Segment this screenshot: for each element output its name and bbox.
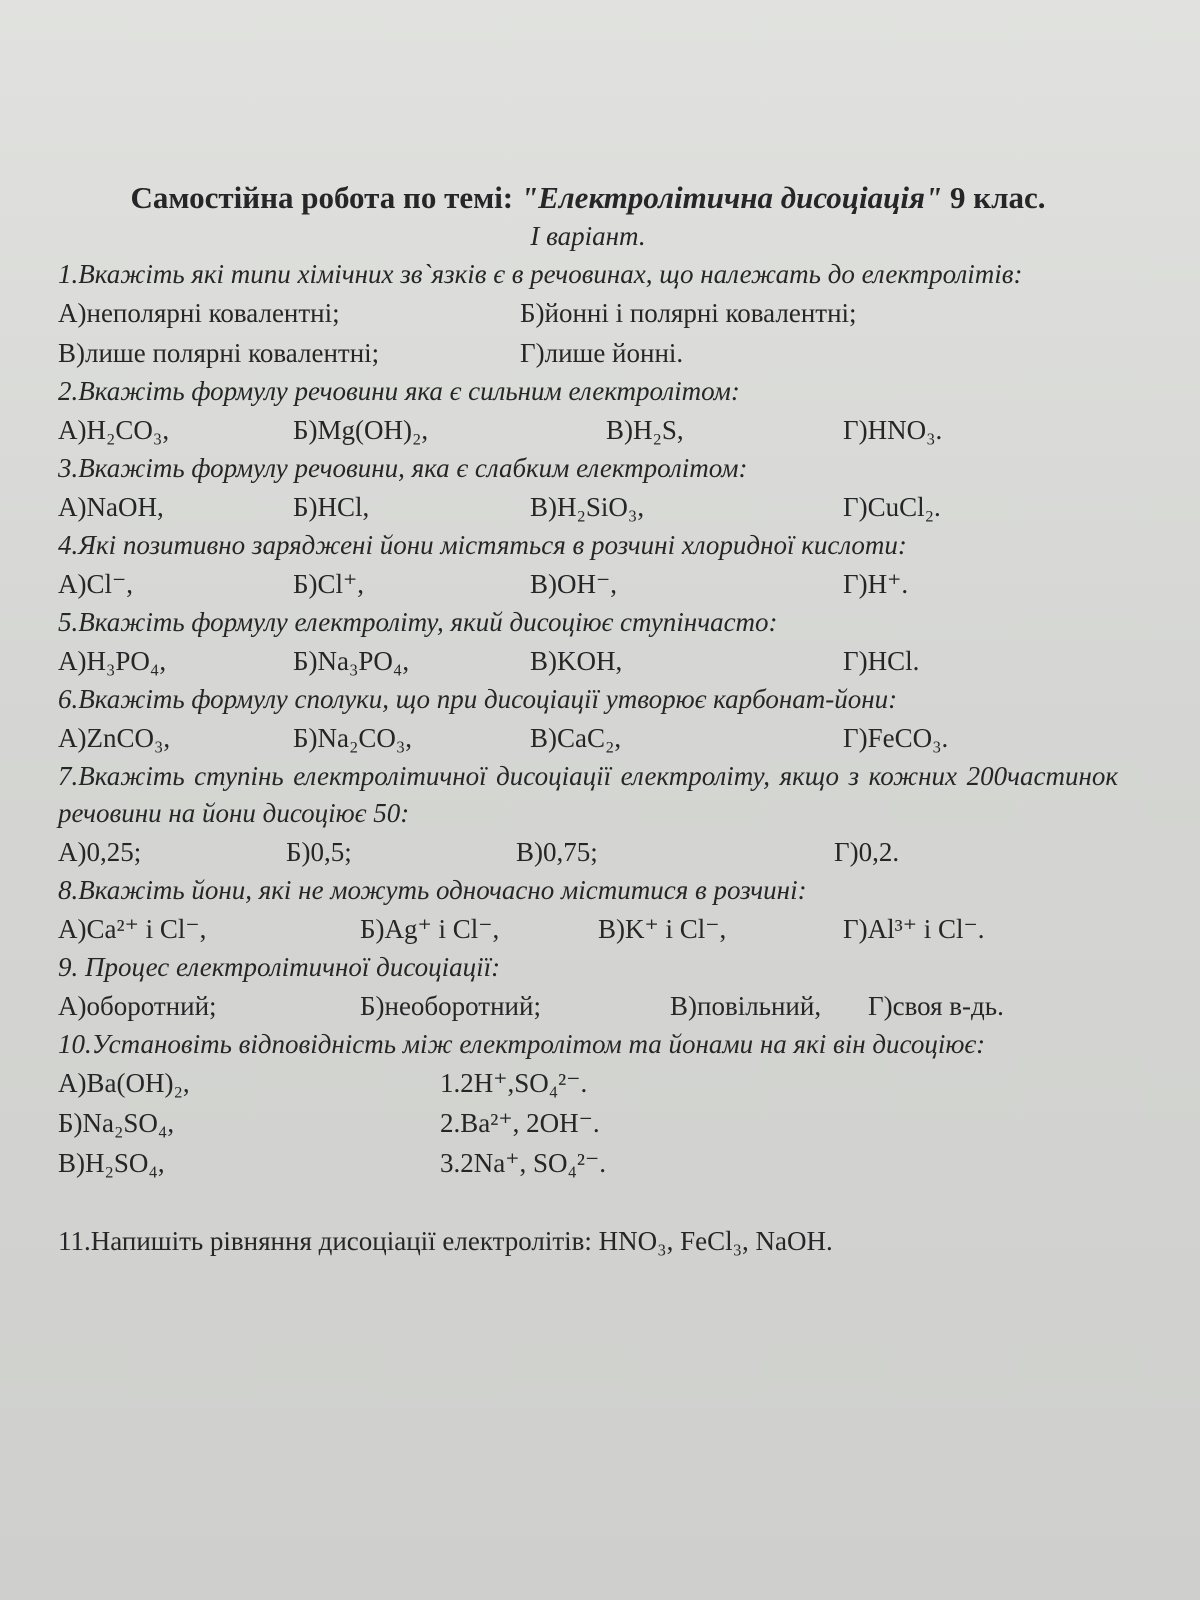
q3-option-c: В)H₂SiO₃, bbox=[530, 492, 645, 522]
q4-option-a: А)Cl⁻, bbox=[58, 569, 134, 599]
q1-option-c: В)лише полярні ковалентні; bbox=[58, 338, 380, 368]
q4-option-b: Б)Cl⁺, bbox=[293, 569, 365, 599]
q7-option-c: В)0,75; bbox=[516, 837, 598, 867]
q3-option-b: Б)HCl, bbox=[293, 492, 370, 522]
question-10-pair-2 bbox=[58, 1103, 1118, 1143]
question-8-options bbox=[58, 909, 1118, 949]
question-1-options-row-2 bbox=[58, 333, 1118, 373]
q3-option-d: Г)CuCl₂. bbox=[843, 492, 941, 522]
q6-option-b: Б)Na₂CO₃, bbox=[293, 723, 413, 753]
title-prefix: Самостійна робота по темі: bbox=[130, 180, 521, 215]
question-1: 1.Вкажіть які типи хімічних зв`язків є в речовинах, що належать до електролітів: bbox=[58, 259, 1023, 289]
q9-option-b: Б)необоротний; bbox=[360, 991, 541, 1021]
variant-label: I варіант. bbox=[530, 221, 646, 251]
q1-option-b: Б)йонні і полярні ковалентні; bbox=[520, 298, 857, 328]
q1-option-d: Г)лише йонні. bbox=[520, 338, 684, 368]
q7-option-d: Г)0,2. bbox=[834, 837, 900, 867]
q4-option-d: Г)H⁺. bbox=[843, 569, 909, 599]
q6-option-d: Г)FeCO₃. bbox=[843, 723, 949, 753]
q10-electrolyte-c: В)H₂SO₄, bbox=[58, 1148, 165, 1178]
q1-option-a: А)неполярні ковалентні; bbox=[58, 298, 340, 328]
q7-option-a: А)0,25; bbox=[58, 837, 142, 867]
q9-option-a: А)оборотний; bbox=[58, 991, 217, 1021]
q2-option-a: А)H₂CO₃, bbox=[58, 415, 170, 445]
q2-option-c: В)H₂S, bbox=[606, 415, 684, 445]
question-10-pair-1 bbox=[58, 1063, 1118, 1103]
q10-ions-1: 1.2H⁺,SO₄²⁻. bbox=[440, 1068, 588, 1098]
q6-option-a: А)ZnCO₃, bbox=[58, 723, 171, 753]
q4-option-c: В)OH⁻, bbox=[530, 569, 617, 599]
question-11: 11.Напишіть рівняння дисоціації електролітів: HNO₃, FeCl₃, NaOH. bbox=[58, 1226, 833, 1256]
question-9: 9. Процес електролітичної дисоціації: bbox=[58, 952, 501, 982]
q10-ions-3: 3.2Na⁺, SO₄²⁻. bbox=[440, 1148, 607, 1178]
question-3: 3.Вкажіть формулу речовини, яка є слабким електролітом: bbox=[58, 453, 748, 483]
q2-option-d: Г)HNO₃. bbox=[843, 415, 943, 445]
question-4-options bbox=[58, 564, 1118, 604]
q8-option-c: В)K⁺ і Cl⁻, bbox=[598, 914, 727, 944]
question-5-options bbox=[58, 641, 1118, 681]
question-2-options bbox=[58, 410, 1118, 450]
q9-option-c: В)повільний, bbox=[670, 991, 822, 1021]
q8-option-d: Г)Al³⁺ і Cl⁻. bbox=[843, 914, 985, 944]
q10-ions-2: 2.Ba²⁺, 2OH⁻. bbox=[440, 1108, 600, 1138]
question-1-options-row-1 bbox=[58, 293, 1118, 333]
question-7: 7.Вкажіть ступінь електролітичної дисоціації електроліту, якщо з кожних 200частинок речовини на йони дисоціює 50: bbox=[58, 761, 1118, 828]
question-4: 4.Які позитивно заряджені йони містяться в розчині хлоридної кислоти: bbox=[58, 530, 907, 560]
question-10: 10.Установіть відповідність між електролітом та йонами на які він дисоціює: bbox=[58, 1029, 986, 1059]
worksheet bbox=[58, 178, 1118, 1288]
question-3-options bbox=[58, 487, 1118, 527]
q8-option-a: А)Ca²⁺ і Cl⁻, bbox=[58, 914, 207, 944]
question-10-pair-3 bbox=[58, 1143, 1118, 1183]
q3-option-a: А)NaOH, bbox=[58, 492, 164, 522]
question-6-options bbox=[58, 718, 1118, 758]
worksheet-title bbox=[58, 178, 1118, 218]
question-2: 2.Вкажіть формулу речовини яка є сильним електролітом: bbox=[58, 376, 740, 406]
question-7-options bbox=[58, 832, 1118, 872]
title-suffix: 9 клас. bbox=[942, 180, 1046, 215]
q5-option-c: В)KOH, bbox=[530, 646, 623, 676]
question-6: 6.Вкажіть формулу сполуки, що при дисоціації утворює карбонат-йони: bbox=[58, 684, 898, 714]
question-9-options bbox=[58, 986, 1118, 1026]
question-5: 5.Вкажіть формулу електроліту, який дисоціює ступінчасто: bbox=[58, 607, 778, 637]
q10-electrolyte-a: А)Ba(OH)₂, bbox=[58, 1068, 190, 1098]
q5-option-d: Г)HCl. bbox=[843, 646, 920, 676]
q5-option-a: А)H₃PO₄, bbox=[58, 646, 167, 676]
q7-option-b: Б)0,5; bbox=[286, 837, 352, 867]
title-topic: "Електролітична дисоціація" bbox=[520, 180, 943, 215]
question-8: 8.Вкажіть йони, які не можуть одночасно міститися в розчині: bbox=[58, 875, 807, 905]
q9-option-d: Г)своя в-дь. bbox=[868, 991, 1004, 1021]
q8-option-b: Б)Ag⁺ і Cl⁻, bbox=[360, 914, 500, 944]
q5-option-b: Б)Na₃PO₄, bbox=[293, 646, 410, 676]
q2-option-b: Б)Mg(OH)₂, bbox=[293, 415, 429, 445]
q10-electrolyte-b: Б)Na₂SO₄, bbox=[58, 1108, 175, 1138]
q6-option-c: В)CaC₂, bbox=[530, 723, 622, 753]
